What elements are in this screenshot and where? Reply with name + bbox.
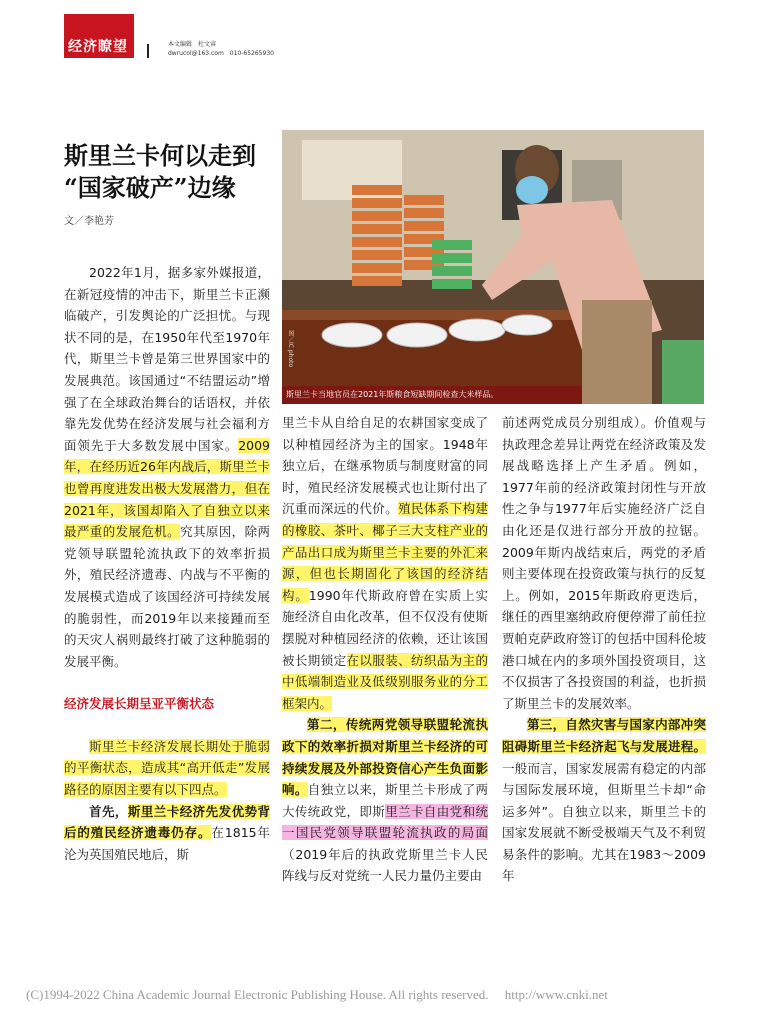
title-line-2: “国家破产”边缘	[64, 173, 236, 202]
article-photo	[282, 130, 704, 404]
highlighted-text: 斯里兰卡经济发展长期处于脆弱的平衡状态，造成其“高开低走”发展路径的原因主要有以下四点。	[64, 738, 270, 798]
spacer	[64, 672, 270, 693]
photo-credit: 图／IC photo	[287, 330, 294, 368]
paragraph	[64, 801, 270, 866]
highlighted-text: 第二，传统两党领导联盟轮流执政下的效率折损对斯里兰卡经济的可持续发展及外部投资信心产生负面影响。	[282, 717, 488, 798]
paragraph	[502, 412, 706, 714]
spacer	[64, 715, 270, 736]
highlighted-text: 殖民体系下构建的橡胶、茶叶、椰子三大支柱产业的产品出口成为斯里兰卡主要的外汇来源，但也长期固化了该国的经济结构。	[282, 501, 488, 603]
highlighted-text: 2009年，在经历近26年内战后，斯里兰卡也曾再度进发出极大发展潜力，但在2021年，该国却陷入了自独立以来最严重的发展危机。	[64, 437, 270, 540]
article-author: 文／李艳芳	[64, 216, 114, 227]
editor-contact: dwrucol@163.com 010-65265930	[168, 50, 274, 57]
section-heading: 经济发展长期呈亚平衡状态	[64, 696, 215, 712]
article-column-2	[282, 412, 488, 887]
text-run: 前述两党成员分别组成）。价值观与执政理念差异让两党在经济政策及发展战略选择上产生矛盾。例如，1977年前的经济政策封闭性与开放性之争与1977年后实施经济广泛自由化还是仅进行部分开放的拉锯。2009年斯内战结束后，两党的矛盾则主要体现在投资政策与执行的反复上。例如，2015年斯政府更迭后，继任的西里塞纳政府便停滞了前任拉贾帕克萨政府签订的包括中国科伦坡港口城在内的多项外国投资项目，这不仅损害了各投资国的利益，也折损了斯里兰卡的发展效率。	[502, 415, 706, 711]
text-run: 在1815年沦为英国殖民地后，斯	[64, 825, 270, 862]
bold-lead: 首先，	[89, 803, 128, 819]
photo-illustration	[282, 130, 704, 404]
logo-text: 经济瞭望	[68, 39, 128, 55]
text-run: 2022年1月，据多家外媒报道，在新冠疫情的冲击下，斯里兰卡正濒临破产，引发舆论的广泛担忧。与现状不同的是，在1950年代至1970年代，斯里兰卡曾是第三世界国家中的发展典范。该国通过“不结盟运动”增强了在全球政治舞台的话语权，并依靠先发优势在经济发展与社会福利方面领先于大多数发展中国家。	[64, 265, 270, 453]
paragraph	[282, 714, 488, 887]
article-title	[64, 140, 294, 204]
text-run: 里兰卡从自给自足的农耕国家变成了以种植园经济为主的国家。1948年独立后，在继承物质与制度财富的同时，殖民经济发展模式也让斯付出了沉重而深远的代价。	[282, 415, 488, 517]
highlighted-text: 第三，自然灾害与国家内部冲突阻碍斯里兰卡经济起飞与发展进程。	[502, 717, 706, 754]
text-run: 1990年代斯政府曾在实质上实施经济自由化改革，但不仅没有使斯摆脱对种植园经济的依赖，还让该国被长期锁定	[282, 587, 488, 668]
article-column-3	[502, 412, 706, 887]
article-column-1	[64, 262, 270, 865]
highlighted-text: 在以服装、纺织品为主的中低端制造业及低级别服务业的分工框架内。	[282, 652, 488, 711]
paragraph	[64, 736, 270, 801]
copyright-footer: (C)1994-2022 China Academic Journal Electronic Publishing House. All rights reserved. http://www.cnki.net	[26, 987, 608, 1002]
paragraph	[502, 714, 706, 887]
pink-highlighted-text: 里兰卡自由党和统一国民党领导联盟轮流执政的局面	[282, 803, 488, 841]
text-run: （2019年后的执政党斯里兰卡人民阵线与反对党统一人民力量仍主要由	[282, 846, 488, 884]
text-run: 究其原因，除两党领导联盟轮流执政下的效率折损外，殖民经济遗毒、内战与不平衡的发展模式造成了该国经济可持续发展的脆弱性，而2019年以来接踵而至的天灾人祸则最终打破了这种脆弱的发展平衡。	[64, 524, 270, 669]
editor-name: 本文编辑 杜文睿	[168, 41, 217, 48]
photo-caption: 斯里兰卡当地官员在2021年斯粮食短缺期间检查大米样品。	[282, 386, 582, 404]
text-run: 自独立以来，斯里兰卡形成了两大传统政党，即斯	[282, 782, 488, 819]
title-line-1: 斯里兰卡何以走到	[64, 141, 256, 170]
text-run: 一般而言，国家发展需有稳定的内部与国际发展环境，但斯里兰卡却“命运多舛”。自独立以来，斯里兰卡的国家发展就不断受极端天气及不利贸易条件的影响。尤其在1983～2009年	[502, 760, 706, 884]
paragraph	[64, 262, 270, 672]
paragraph	[282, 412, 488, 714]
header-divider	[147, 44, 149, 58]
highlighted-text: 斯里兰卡经济先发优势背后的殖民经济遗毒仍存。	[64, 803, 270, 841]
magazine-logo	[64, 14, 134, 58]
editor-info	[168, 40, 274, 58]
